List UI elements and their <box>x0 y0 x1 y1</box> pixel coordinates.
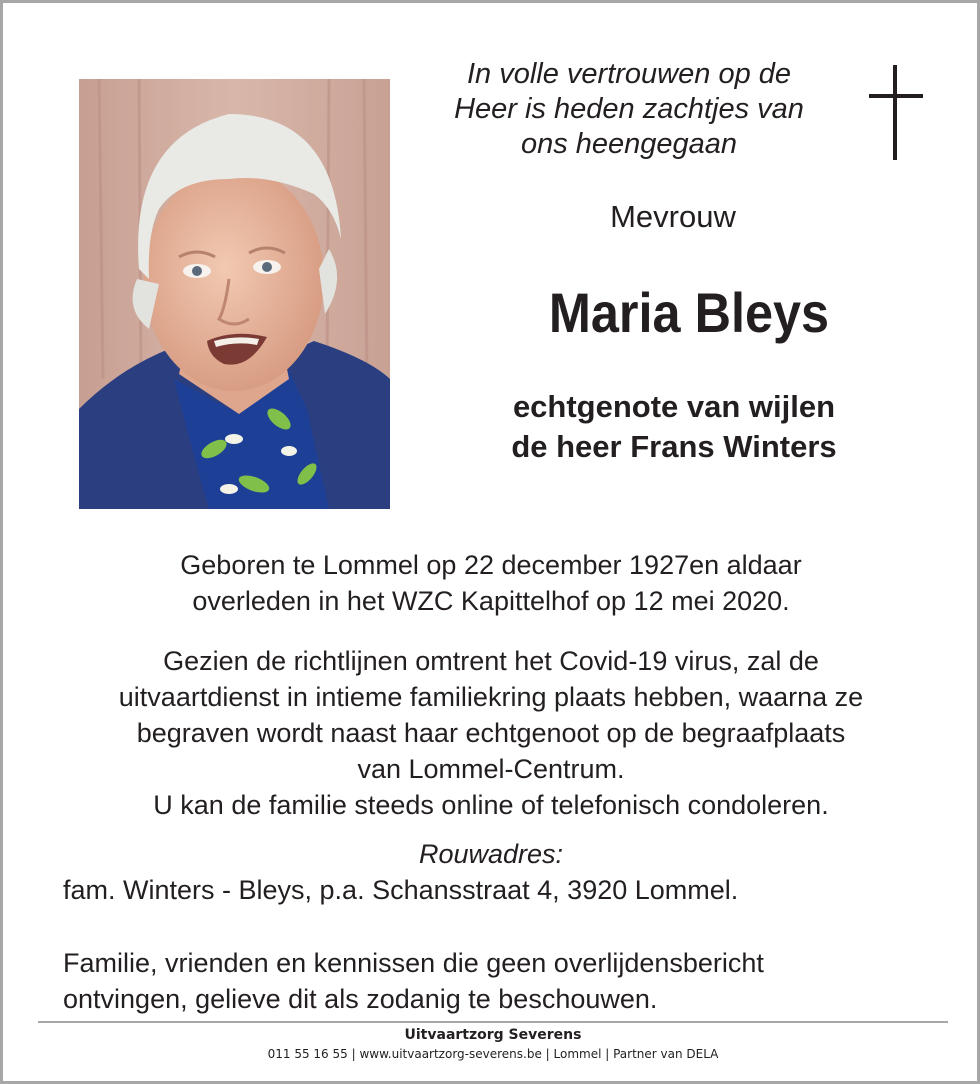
funeral-home-name: Uitvaartzorg Severens <box>404 1027 582 1043</box>
intro-line: ons heengegaan <box>520 128 738 160</box>
portrait-photo <box>79 79 390 509</box>
family-note <box>63 945 943 1017</box>
birth-death-line: overleden in het WZC Kapittelhof op 12 mei 2020. <box>192 586 790 616</box>
spouse-line: echtgenote van wijlen <box>512 389 836 424</box>
intro-text <box>423 57 835 162</box>
footer-divider <box>38 1021 948 1023</box>
address-line: fam. Winters - Bleys, p.a. Schansstraat 4, 3920 Lommel. <box>63 875 739 905</box>
service-line: U kan de familie steeds online of telefonisch condoleren. <box>153 790 829 820</box>
address-title: Rouwadres: <box>418 839 564 869</box>
funeral-home-contact: 011 55 16 55 | www.uitvaartzorg-severens.be | Lommel | Partner van DELA <box>267 1047 719 1061</box>
service-line: Gezien de richtlijnen omtrent het Covid-19 virus, zal de <box>163 646 819 676</box>
birth-death-line: Geboren te Lommel op 22 december 1927en aldaar <box>180 550 802 580</box>
intro-line: In volle vertrouwen op de <box>466 58 792 90</box>
family-note-line: Familie, vrienden en kennissen die geen overlijdensbericht <box>63 948 764 978</box>
birth-death-text <box>63 547 919 619</box>
spouse-text <box>451 387 897 467</box>
intro-line: Heer is heden zachtjes van <box>454 93 804 125</box>
honorific: Mevrouw <box>610 199 736 234</box>
service-line: uitvaartdienst in intieme familiekring plaats hebben, waarna ze <box>118 682 864 712</box>
service-line: van Lommel-Centrum. <box>357 754 625 784</box>
service-text <box>43 643 939 823</box>
spouse-line: de heer Frans Winters <box>511 429 837 464</box>
cross-icon <box>867 63 925 161</box>
family-note-line: ontvingen, gelieve dit als zodanig te beschouwen. <box>63 984 658 1014</box>
deceased-name: Maria Bleys <box>548 281 830 344</box>
service-line: begraven wordt naast haar echtgenoot op de begraafplaats <box>136 718 846 748</box>
